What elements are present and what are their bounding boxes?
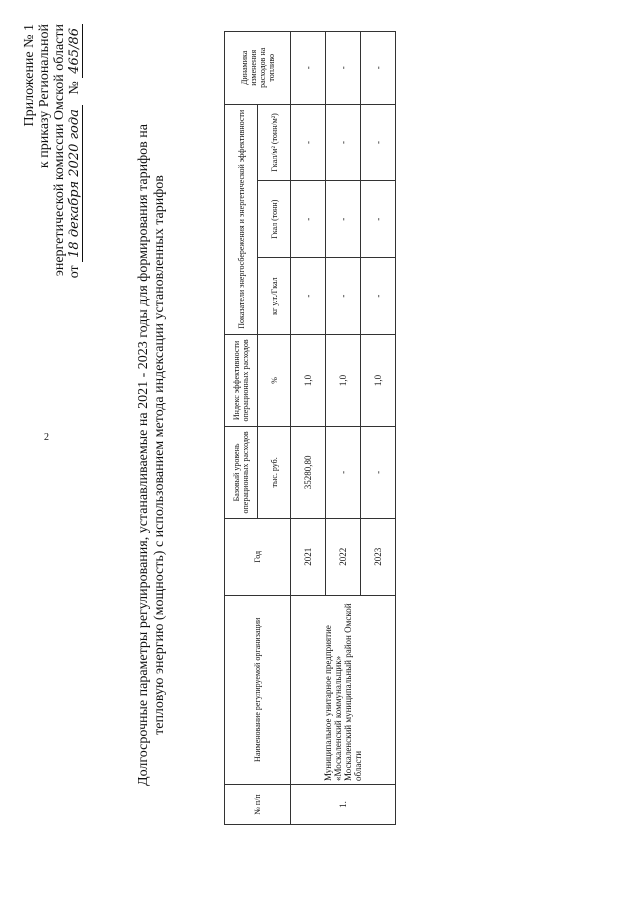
cell-energy-3: -: [326, 104, 361, 181]
cell-dynamics: -: [291, 32, 326, 105]
table-row: [291, 32, 326, 825]
parameters-table: [224, 31, 396, 825]
org-name: Муниципальное унитарное предприятие «Москаленский коммунальщик» Москаленский муниципальный район Омской области: [291, 595, 396, 784]
page-number: 2: [44, 432, 49, 443]
cell-base: 35280,80: [291, 426, 326, 518]
cell-index: 1,0: [361, 334, 396, 426]
cell-energy-2: -: [291, 181, 326, 258]
unit-energy-3: Гкал/м² (тонн/м²): [258, 104, 291, 181]
cell-base: -: [361, 426, 396, 518]
title-line-2: тепловую энергию (мощность) с использованием метода индексации установленных тарифов: [152, 175, 167, 735]
cell-dynamics: -: [361, 32, 396, 105]
cell-year: 2022: [326, 518, 361, 595]
cell-energy-3: -: [291, 104, 326, 181]
header-energy: Показатели энергосбережения и энергетической эффективности: [225, 104, 258, 334]
appendix-date-line: [67, 24, 82, 278]
unit-index: %: [258, 334, 291, 426]
cell-energy-2: -: [326, 181, 361, 258]
header-year: Год: [225, 518, 291, 595]
cell-year: 2021: [291, 518, 326, 595]
cell-energy-2: -: [361, 181, 396, 258]
unit-base: тыс. руб.: [258, 426, 291, 518]
appendix-line-1: Приложение № 1: [22, 24, 37, 127]
cell-base: -: [326, 426, 361, 518]
cell-year: 2023: [361, 518, 396, 595]
unit-energy-2: Гкал (тонн): [258, 181, 291, 258]
cell-energy-1: -: [361, 258, 396, 335]
cell-energy-3: -: [361, 104, 396, 181]
title-line-1: Долгосрочные параметры регулирования, устанавливаемые на 2021 - 2023 годы для формирования тарифов на: [136, 124, 151, 786]
unit-energy-1: кг у.т./Гкал: [258, 258, 291, 335]
header-index: Индекс эффективности операционных расходов: [225, 334, 258, 426]
header-num: № п/п: [225, 784, 291, 824]
handwritten-date: 18 декабря 2020 года: [67, 105, 83, 262]
header-base: Базовый уровень операционных расходов: [225, 426, 258, 518]
appendix-line-2: к приказу Региональной: [37, 24, 52, 169]
cell-index: 1,0: [326, 334, 361, 426]
number-prefix: №: [67, 81, 82, 95]
cell-dynamics: -: [326, 32, 361, 105]
cell-index: 1,0: [291, 334, 326, 426]
handwritten-number: 465/86: [67, 24, 83, 78]
date-prefix: от: [67, 265, 82, 279]
appendix-header: [22, 24, 82, 278]
header-org: Наименование регулируемой организации: [225, 595, 291, 784]
cell-energy-1: -: [291, 258, 326, 335]
header-dynamics: Динамика изменения расходов на топливо: [225, 32, 291, 105]
appendix-line-3: энергетической комиссии Омской области: [52, 24, 67, 277]
table-header-row: [225, 32, 258, 825]
cell-energy-1: -: [326, 258, 361, 335]
document-title: [136, 75, 168, 835]
row-number: 1.: [291, 784, 396, 824]
